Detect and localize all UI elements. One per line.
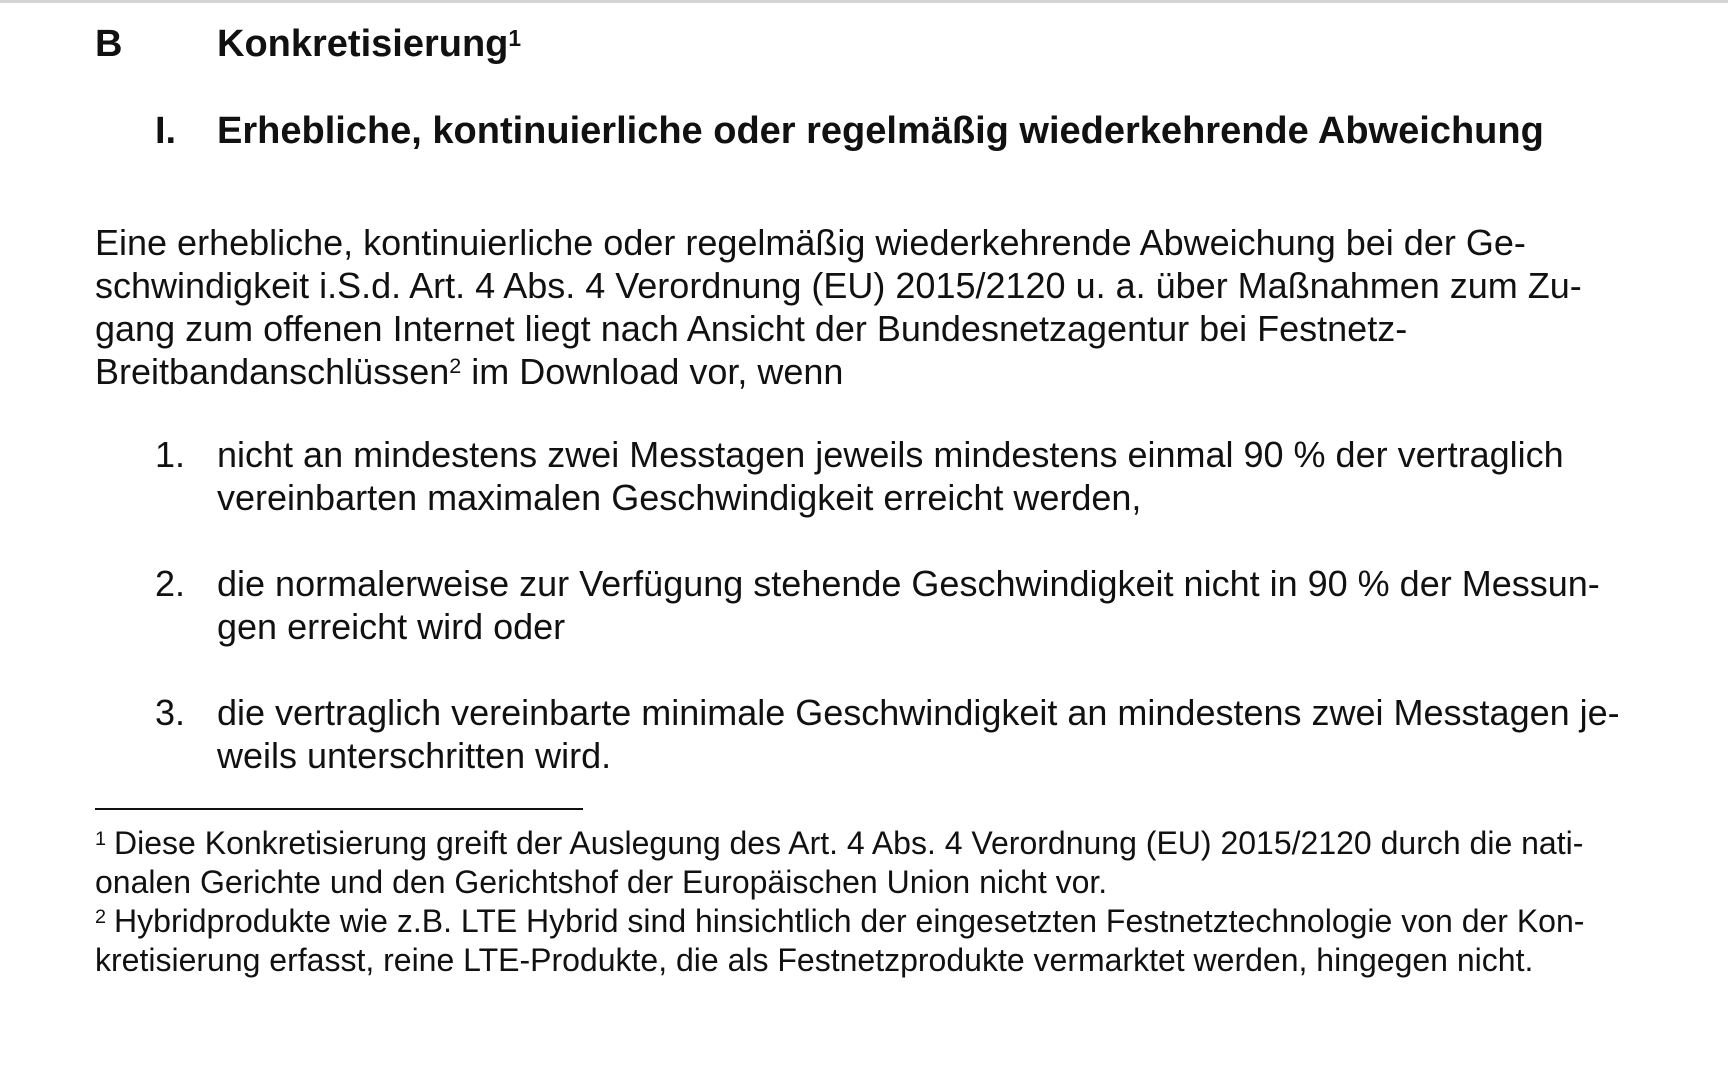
intro-line: Eine erhebliche, kontinuierliche oder regelmäßig wiederkehrende Abweichung bei der Ge-	[95, 222, 1526, 263]
list-item-number: 1.	[155, 434, 186, 475]
footnote-1	[95, 824, 1695, 902]
subsection-numeral: I.	[155, 110, 177, 152]
subsection-heading	[155, 103, 1544, 159]
section-heading	[95, 16, 521, 72]
list-item	[155, 691, 1665, 777]
intro-line-text: im Download vor, wenn	[461, 351, 844, 392]
footnote-text: Hybridprodukte wie z.B. LTE Hybrid sind hinsichtlich der eingesetzten Festnetztechnologie von der Kon-	[114, 903, 1585, 939]
criteria-list	[155, 433, 1665, 820]
footnote-number: 2	[95, 906, 107, 928]
list-item-line: vereinbarten maximalen Geschwindigkeit erreicht werden,	[217, 477, 1142, 518]
footnote-text: Diese Konkretisierung greift der Auslegung des Art. 4 Abs. 4 Verordnung (EU) 2015/2120 durch die nati-	[114, 825, 1584, 861]
list-item-number: 3.	[155, 692, 186, 733]
footnote-ref-1[interactable]: 1	[508, 25, 522, 51]
list-item-line: nicht an mindestens zwei Messtagen jeweils mindestens einmal 90 % der vertraglich	[217, 434, 1564, 475]
footnote-ref-2[interactable]: 2	[449, 353, 462, 378]
intro-line: schwindigkeit i.S.d. Art. 4 Abs. 4 Verordnung (EU) 2015/2120 u. a. über Maßnahmen zum Zu-	[95, 265, 1582, 306]
section-letter: B	[95, 23, 123, 65]
footnote-2	[95, 902, 1695, 980]
footnote-number: 1	[95, 828, 107, 850]
footnotes	[95, 824, 1695, 980]
footnote-line	[95, 824, 1695, 863]
intro-line	[95, 350, 1655, 393]
list-item-line: weils unterschritten wird.	[217, 735, 612, 776]
footnote-line: kretisierung erfasst, reine LTE-Produkte, die als Festnetzprodukte vermarktet werden, hingegen nicht.	[95, 942, 1534, 978]
footnote-line: onalen Gerichte und den Gerichtshof der Europäischen Union nicht vor.	[95, 864, 1108, 900]
subsection-title: Erhebliche, kontinuierliche oder regelmäßig wiederkehrende Abweichung	[217, 110, 1544, 152]
intro-paragraph	[95, 221, 1655, 393]
intro-line: gang zum offenen Internet liegt nach Ansicht der Bundesnetzagentur bei Festnetz-	[95, 308, 1408, 349]
list-item	[155, 433, 1665, 519]
footnote-separator	[95, 808, 583, 810]
intro-line-text: Breitbandanschlüssen	[95, 351, 450, 392]
footnote-line	[95, 902, 1695, 941]
list-item-line: die vertraglich vereinbarte minimale Geschwindigkeit an mindestens zwei Messtagen je-	[217, 692, 1620, 733]
list-item-line: die normalerweise zur Verfügung stehende Geschwindigkeit nicht in 90 % der Messun-	[217, 563, 1600, 604]
section-title: Konkretisierung	[217, 23, 509, 65]
list-item-line: gen erreicht wird oder	[217, 606, 566, 647]
list-item	[155, 562, 1665, 648]
list-item-number: 2.	[155, 563, 186, 604]
